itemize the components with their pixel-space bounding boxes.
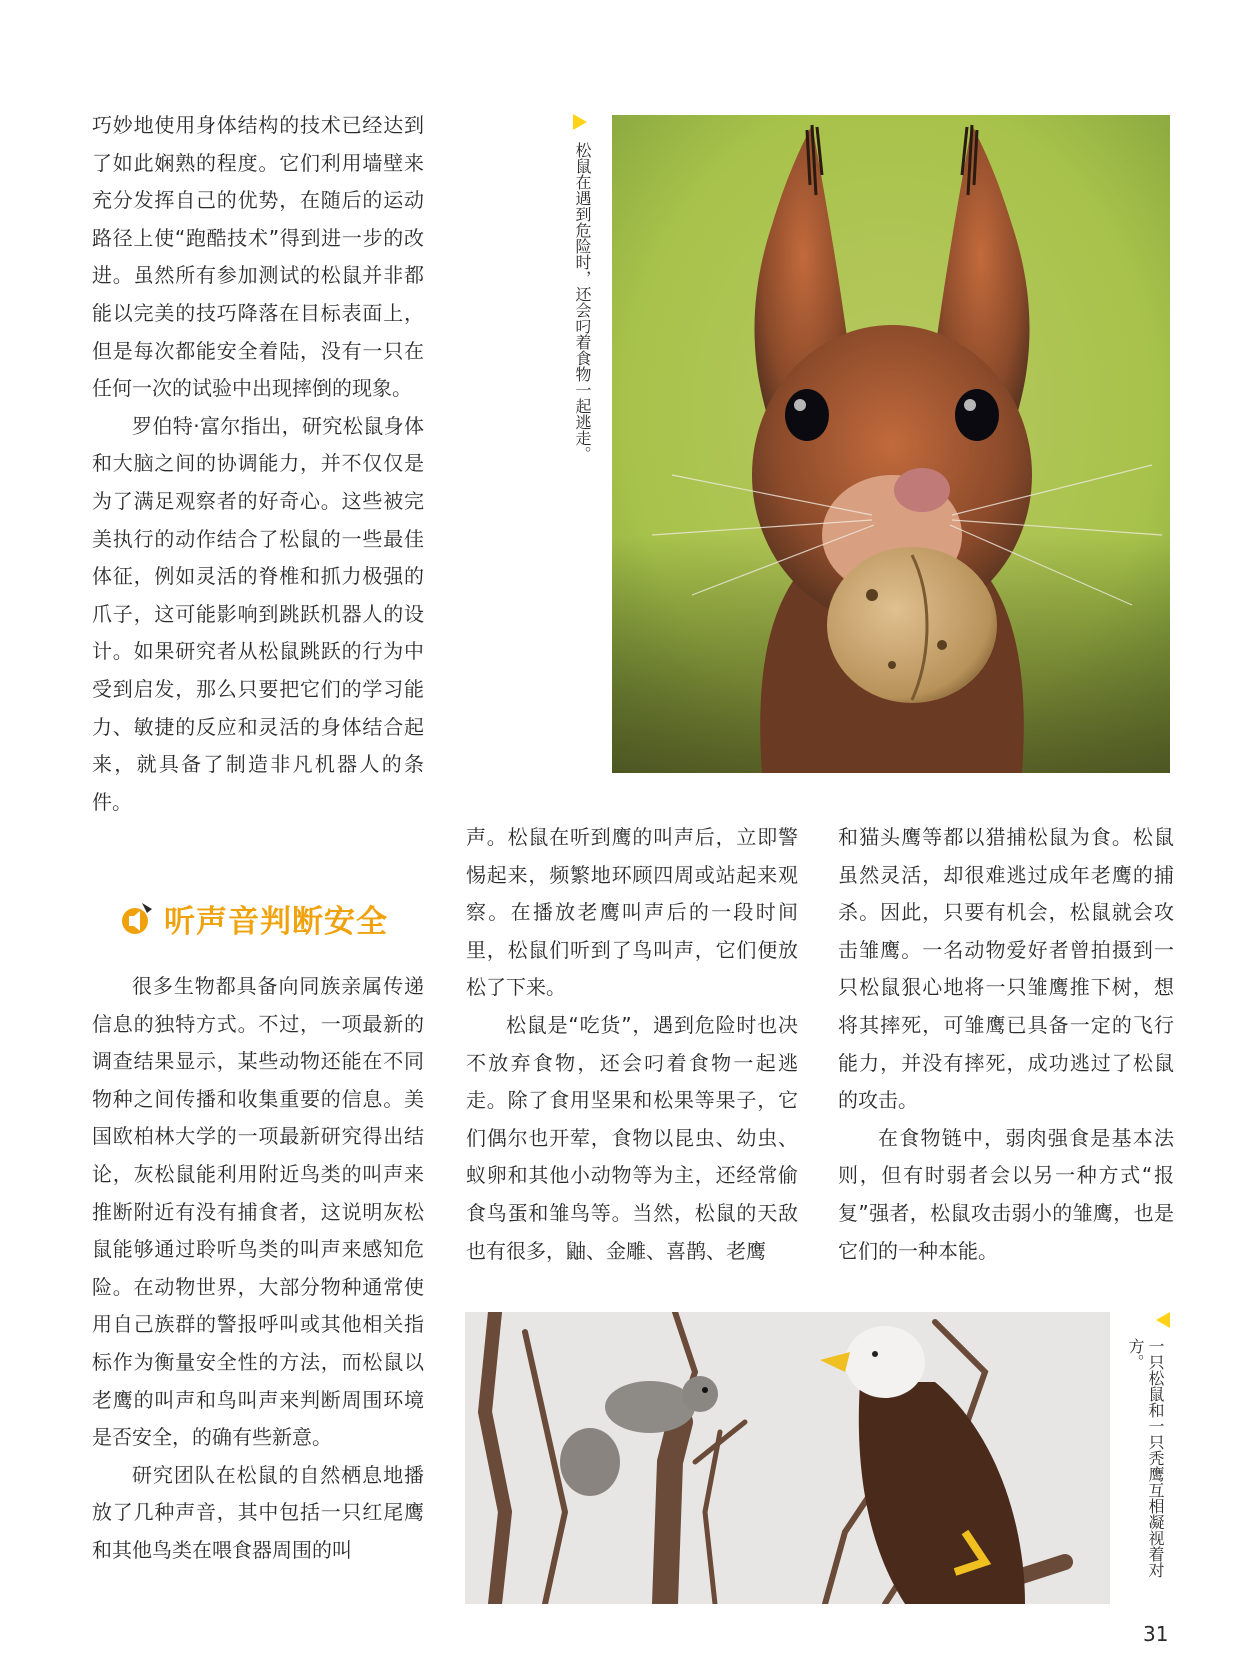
section-heading bbox=[120, 893, 388, 943]
paragraph: 松鼠是“吃货”，遇到危险时也决不放弃食物，还会叼着食物一起逃走。除了食用坚果和松果等果子，它们偶尔也开荤，食物以昆虫、幼虫、蚁卵和其他小动物等为主，还经常偷食鸟蛋和雏鸟等。当然，松鼠的天敌也有很多，鼬、金雕、喜鹊、老鹰 bbox=[466, 1012, 798, 1263]
page-number: 31 bbox=[1143, 1622, 1169, 1646]
paragraph: 在食物链中，弱肉强食是基本法则，但有时弱者会以另一种方式“报复”强者，松鼠攻击弱小的雏鹰，也是它们的一种本能。 bbox=[838, 1125, 1174, 1263]
squirrel-and-eagle-photo bbox=[465, 1312, 1110, 1604]
paragraph: 很多生物都具备向同族亲属传递信息的独特方式。不过，一项最新的调查结果显示，某些动物还能在不同物种之间传播和收集重要的信息。美国欧柏林大学的一项最新研究得出结论，灰松鼠能利用附近鸟类的叫声来推断附近有没有捕食者，这说明灰松鼠能够通过聆听鸟类的叫声来感知危险。在动物世界，大部分物种通常使用自己族群的警报呼叫或其他相关指标作为衡量安全性的方法，而松鼠以老鹰的叫声和鸟叫声来判断周围环境是否安全，的确有些新意。 bbox=[92, 974, 424, 1450]
photo-caption-eagle: 一只松鼠和一只秃鹰互相凝视着对方。 bbox=[1126, 1338, 1165, 1578]
section-heading-text: 听声音判断安全 bbox=[164, 903, 388, 940]
paragraph: 巧妙地使用身体结构的技术已经达到了如此娴熟的程度。它们利用墙壁来充分发挥自己的优势，在随后的运动路径上使“跑酷技术”得到进一步的改进。虽然所有参加测试的松鼠并非都能以完美的技巧降落在目标表面上，但是每次都能安全着陆，没有一只在任何一次的试验中出现摔倒的现象。 bbox=[92, 113, 424, 401]
column-1-top bbox=[92, 107, 424, 821]
paragraph: 罗伯特·富尔指出，研究松鼠身体和大脑之间的协调能力，并不仅仅是为了满足观察者的好奇心。这些被完美执行的动作结合了松鼠的一些最佳体征，例如灵活的脊椎和抓力极强的爪子，这可能影响到跳跃机器人的设计。如果研究者从松鼠跳跃的行为中受到启发，那么只要把它们的学习能力、敏捷的反应和灵活的身体结合起来，就具备了制造非凡机器人的条件。 bbox=[92, 413, 424, 814]
caption-pointer-icon bbox=[1156, 1312, 1170, 1328]
column-3 bbox=[838, 819, 1174, 1270]
caption-pointer-icon bbox=[573, 114, 587, 130]
paragraph: 声。松鼠在听到鹰的叫声后，立即警惕起来，频繁地环顾四周或站起来观察。在播放老鹰叫声后的一段时间里，松鼠们听到了鸟叫声，它们便放松了下来。 bbox=[466, 825, 798, 1000]
photo-caption-squirrel: 松鼠在遇到危险时，还会叼着食物一起逃走。 bbox=[573, 142, 592, 462]
column-1-bottom bbox=[92, 968, 424, 1570]
squirrel-photo bbox=[612, 115, 1170, 773]
paragraph: 和猫头鹰等都以猎捕松鼠为食。松鼠虽然灵活，却很难逃过成年老鹰的捕杀。因此，只要有机会，松鼠就会攻击雏鹰。一名动物爱好者曾拍摄到一只松鼠狠心地将一只雏鹰推下树，想将其摔死，可雏鹰已具备一定的飞行能力，并没有摔死，成功逃过了松鼠的攻击。 bbox=[838, 825, 1174, 1113]
paragraph: 研究团队在松鼠的自然栖息地播放了几种声音，其中包括一只红尾鹰和其他鸟类在喂食器周围的叫 bbox=[92, 1462, 424, 1562]
column-2 bbox=[466, 819, 798, 1270]
speaker-icon bbox=[120, 900, 154, 936]
